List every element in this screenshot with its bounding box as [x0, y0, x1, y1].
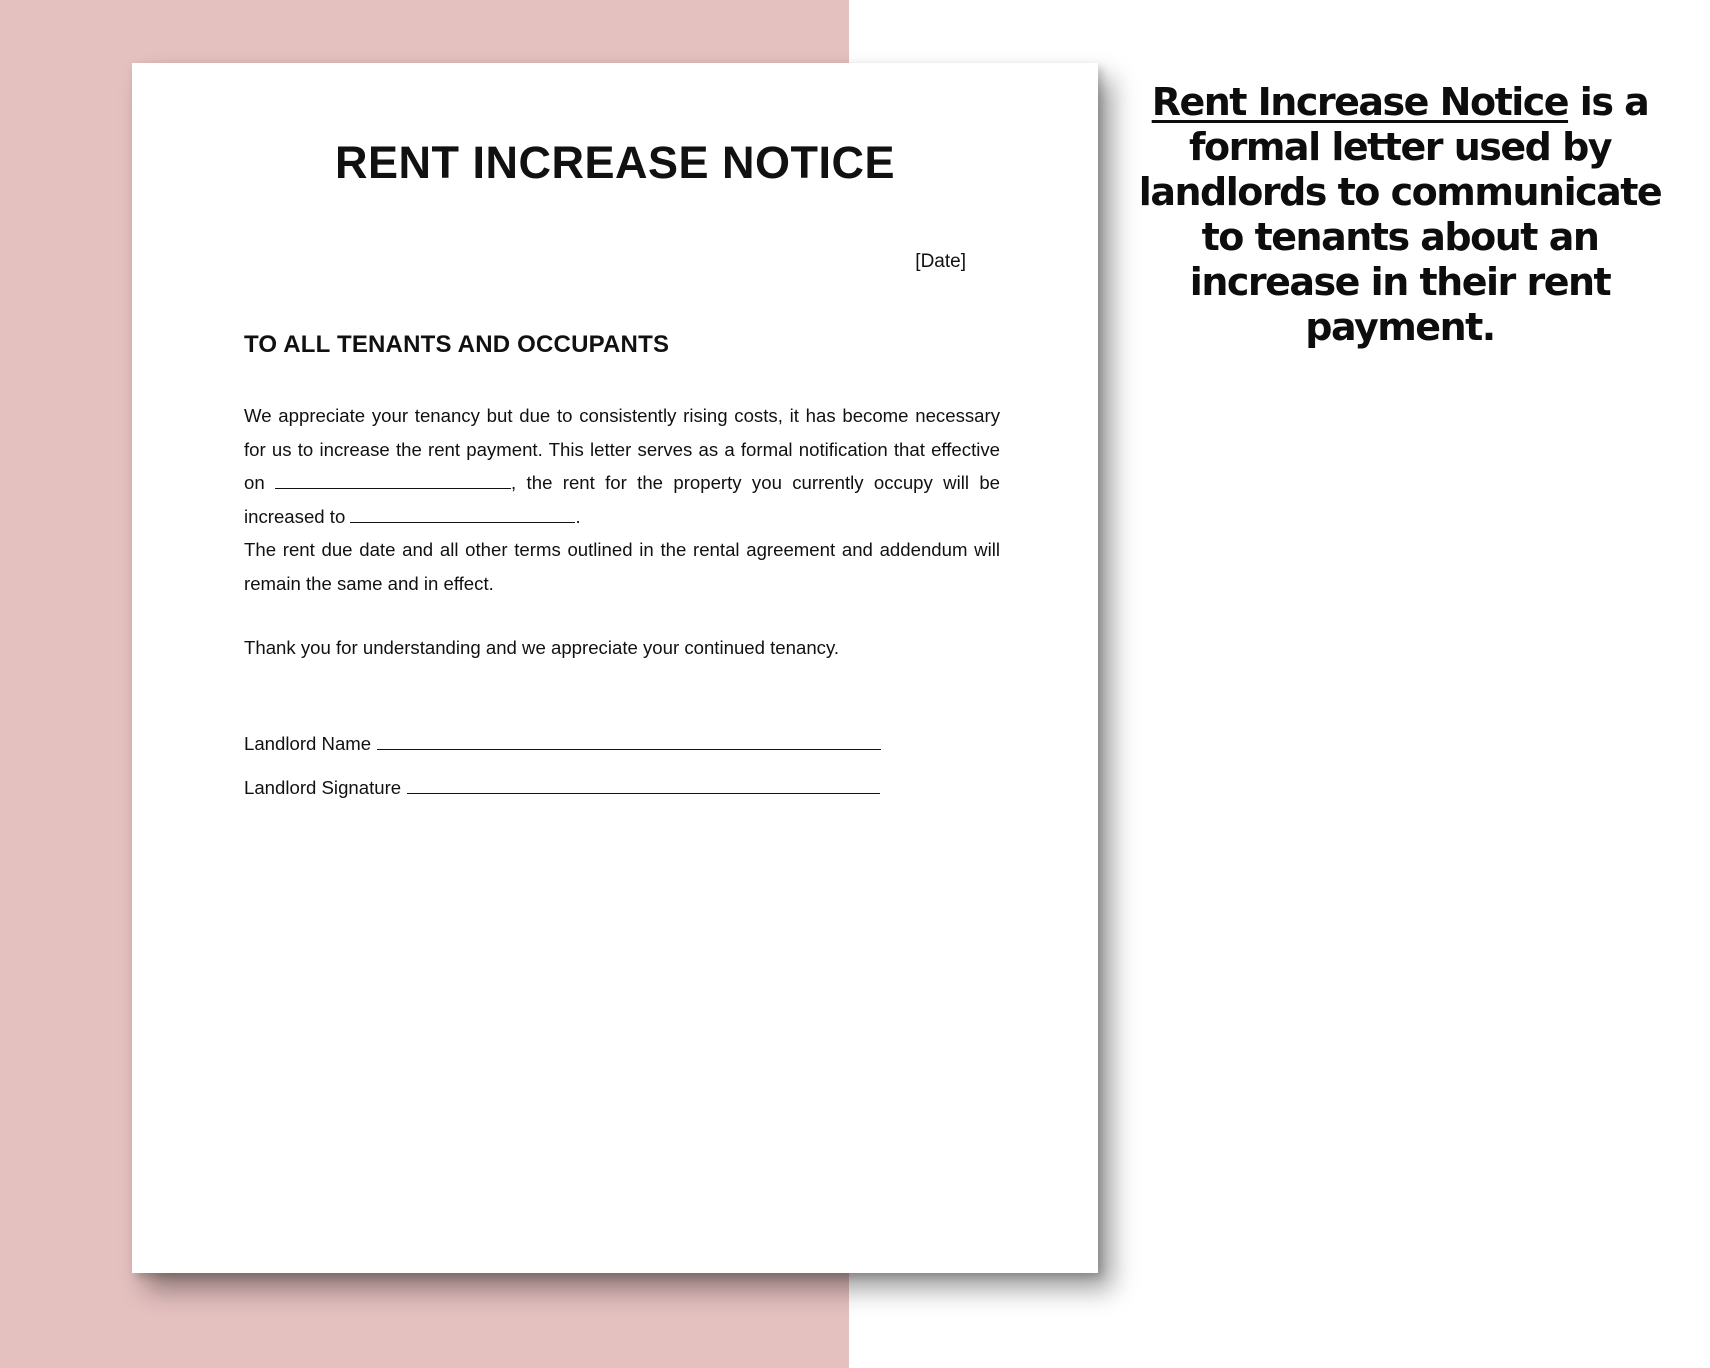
notice-paragraph — [244, 399, 1000, 600]
side-highlight-term: Rent Increase Notice — [1151, 80, 1569, 124]
landlord-name-line — [377, 731, 881, 750]
terms-paragraph: The rent due date and all other terms outlined in the rental agreement and addendum will remain the same and in effect. — [244, 539, 1000, 594]
effective-date-blank — [275, 470, 511, 489]
notice-text-middle: , the rent for the property you currently occupy will be increased to — [244, 472, 1000, 527]
notice-text-end: . — [575, 505, 581, 527]
landlord-signature-label: Landlord Signature — [244, 776, 402, 798]
document-page — [132, 63, 1098, 1273]
landlord-name-row — [244, 731, 1000, 775]
side-description — [1135, 80, 1665, 350]
document-body — [244, 331, 1000, 819]
document-title: RENT INCREASE NOTICE — [334, 137, 896, 188]
landlord-name-label: Landlord Name — [244, 732, 372, 754]
closing-paragraph: Thank you for understanding and we appreciate your continued tenancy. — [244, 637, 840, 658]
new-rent-blank — [350, 504, 575, 523]
notice-text-start: We appreciate your tenancy but due to consistently rising costs, it has become necessary for us to increase the rent payment. This letter serves as a formal notification that effective on — [244, 405, 1000, 493]
side-description-text: is a formal letter used by landlords to communicate to tenants about an increase in their rent payment. — [1138, 80, 1662, 349]
date-placeholder: [Date] — [915, 251, 966, 272]
landlord-signature-row — [244, 775, 1000, 819]
landlord-signature-line — [407, 775, 880, 794]
salutation-heading: TO ALL TENANTS AND OCCUPANTS — [244, 331, 670, 358]
signature-block — [244, 731, 1000, 819]
